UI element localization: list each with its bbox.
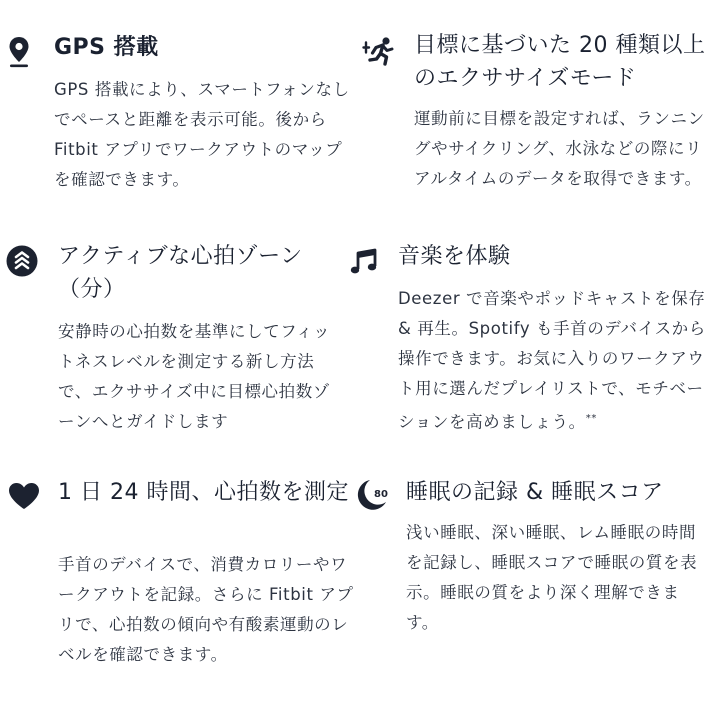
- feature-title: 目標に基づいた 20 種類以上のエクササイズモード: [414, 33, 706, 91]
- feature-description: 運動前に目標を設定すれば、ランニングやサイクリング、水泳などの際にリアルタイムのデータを取得できます。: [414, 109, 705, 188]
- sleep-score-icon-label: 80: [374, 489, 388, 500]
- feature-description: [398, 284, 708, 438]
- feature-description: 浅い睡眠、深い睡眠、レム睡眠の時間を記録し、睡眠スコアで睡眠の質を表示。睡眠の質をより深く理解できます。: [406, 523, 698, 632]
- feature-title: GPS 搭載: [54, 35, 159, 60]
- sleep-score-icon: [356, 478, 390, 512]
- feature-title: 睡眠の記録 & 睡眠スコア: [406, 480, 664, 505]
- feature-description-text: Deezer で音楽やポッドキャストを保存 & 再生。Spotify も手首のデバイスから操作できます。お気に入りのワークアウト用に選んだプレイリストで、モチベーションを高めましょう。: [398, 289, 706, 432]
- feature-title: 1 日 24 時間、心拍数を測定: [58, 480, 349, 505]
- feature-description: GPS 搭載により、スマートフォンなしでペースと距離を表示可能。後から Fitbit アプリでワークアウトのマップを確認できます。: [54, 80, 350, 189]
- feature-description: 安静時の心拍数を基準にしてフィットネスレベルを測定する新し方法で、エクササイズ中に目標心拍数ゾーンへとガイドします: [58, 322, 331, 431]
- footnote-marker: **: [585, 413, 597, 424]
- heart-icon: [8, 482, 40, 510]
- feature-title: アクティブな心拍ゾーン（分）: [58, 244, 303, 302]
- feature-description: 手首のデバイスで、消費カロリーやワークアウトを記録。さらに Fitbit アプリで、心拍数の傾向や有酸素運動のレベルを確認できます。: [58, 555, 354, 664]
- runner-icon: [362, 36, 396, 66]
- music-note-icon: [350, 248, 378, 276]
- active-zone-icon: [6, 245, 38, 277]
- feature-title: 音楽を体験: [398, 244, 511, 269]
- location-pin-icon: [8, 36, 30, 68]
